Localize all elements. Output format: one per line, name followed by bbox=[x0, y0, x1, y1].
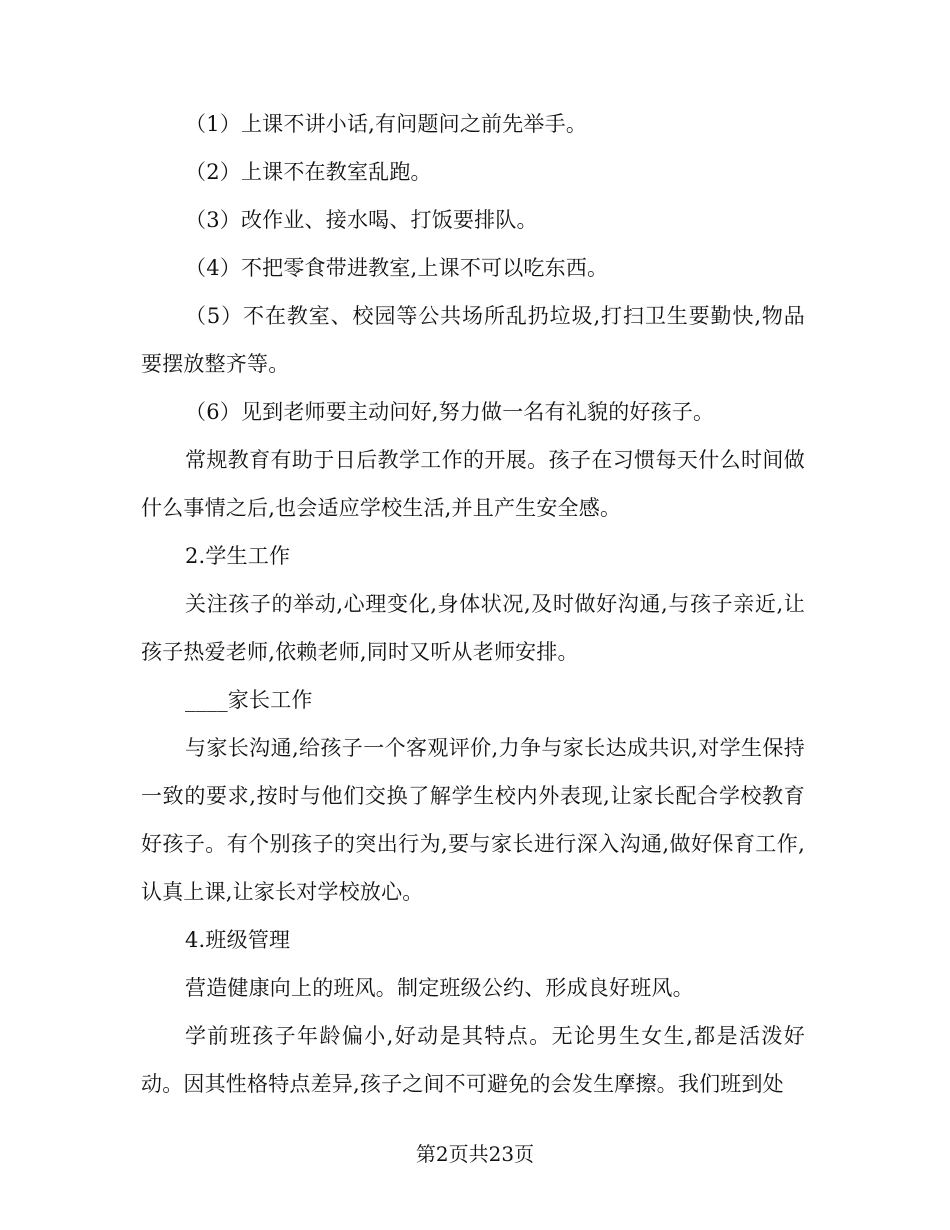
section-heading-class-management: 4.班级管理 bbox=[185, 928, 291, 952]
student-work-paragraph: 关注孩子的举动,心理变化,身体状况,及时做好沟通,与孩子亲近,让孩子热爱老师,依赖老师,同时又听从老师安排。 bbox=[141, 592, 805, 664]
rule-item-1: （1）上课不讲小话,有问题问之前先举手。 bbox=[185, 112, 588, 136]
rule-item-6: （6）见到老师要主动问好,努力做一名有礼貌的好孩子。 bbox=[185, 400, 715, 424]
parent-work-paragraph: 与家长沟通,给孩子一个客观评价,力争与家长达成共识,对学生保持一致的要求,按时与他们交换了解学生校内外表现,让家长配合学校教育好孩子。有个别孩子的突出行为,要与家长进行深入沟通,做好保育工作,认真上课,让家长对学校放心。 bbox=[141, 736, 805, 904]
rule-item-5: （5）不在教室、校园等公共场所乱扔垃圾,打扫卫生要勤快,物品要摆放整齐等。 bbox=[141, 304, 805, 376]
section-heading-parent-work: ____家长工作 bbox=[185, 688, 313, 712]
rule-item-2: （2）上课不在教室乱跑。 bbox=[185, 160, 432, 184]
rule-item-4: （4）不把零食带进教室,上课不可以吃东西。 bbox=[185, 256, 609, 280]
routine-education-paragraph: 常规教育有助于日后教学工作的开展。孩子在习惯每天什么时间做什么事情之后,也会适应学校生活,并且产生安全感。 bbox=[141, 448, 805, 520]
document-body bbox=[141, 100, 805, 1108]
class-traits-paragraph: 学前班孩子年龄偏小,好动是其特点。无论男生女生,都是活泼好动。因其性格特点差异,孩子之间不可避免的会发生摩擦。我们班到处 bbox=[141, 1024, 805, 1096]
class-style-paragraph: 营造健康向上的班风。制定班级公约、形成良好班风。 bbox=[185, 976, 694, 1000]
section-heading-student-work: 2.学生工作 bbox=[185, 544, 291, 568]
page-number-footer: 第2页共23页 bbox=[415, 1142, 535, 1166]
rule-item-3: （3）改作业、接水喝、打饭要排队。 bbox=[185, 208, 538, 232]
